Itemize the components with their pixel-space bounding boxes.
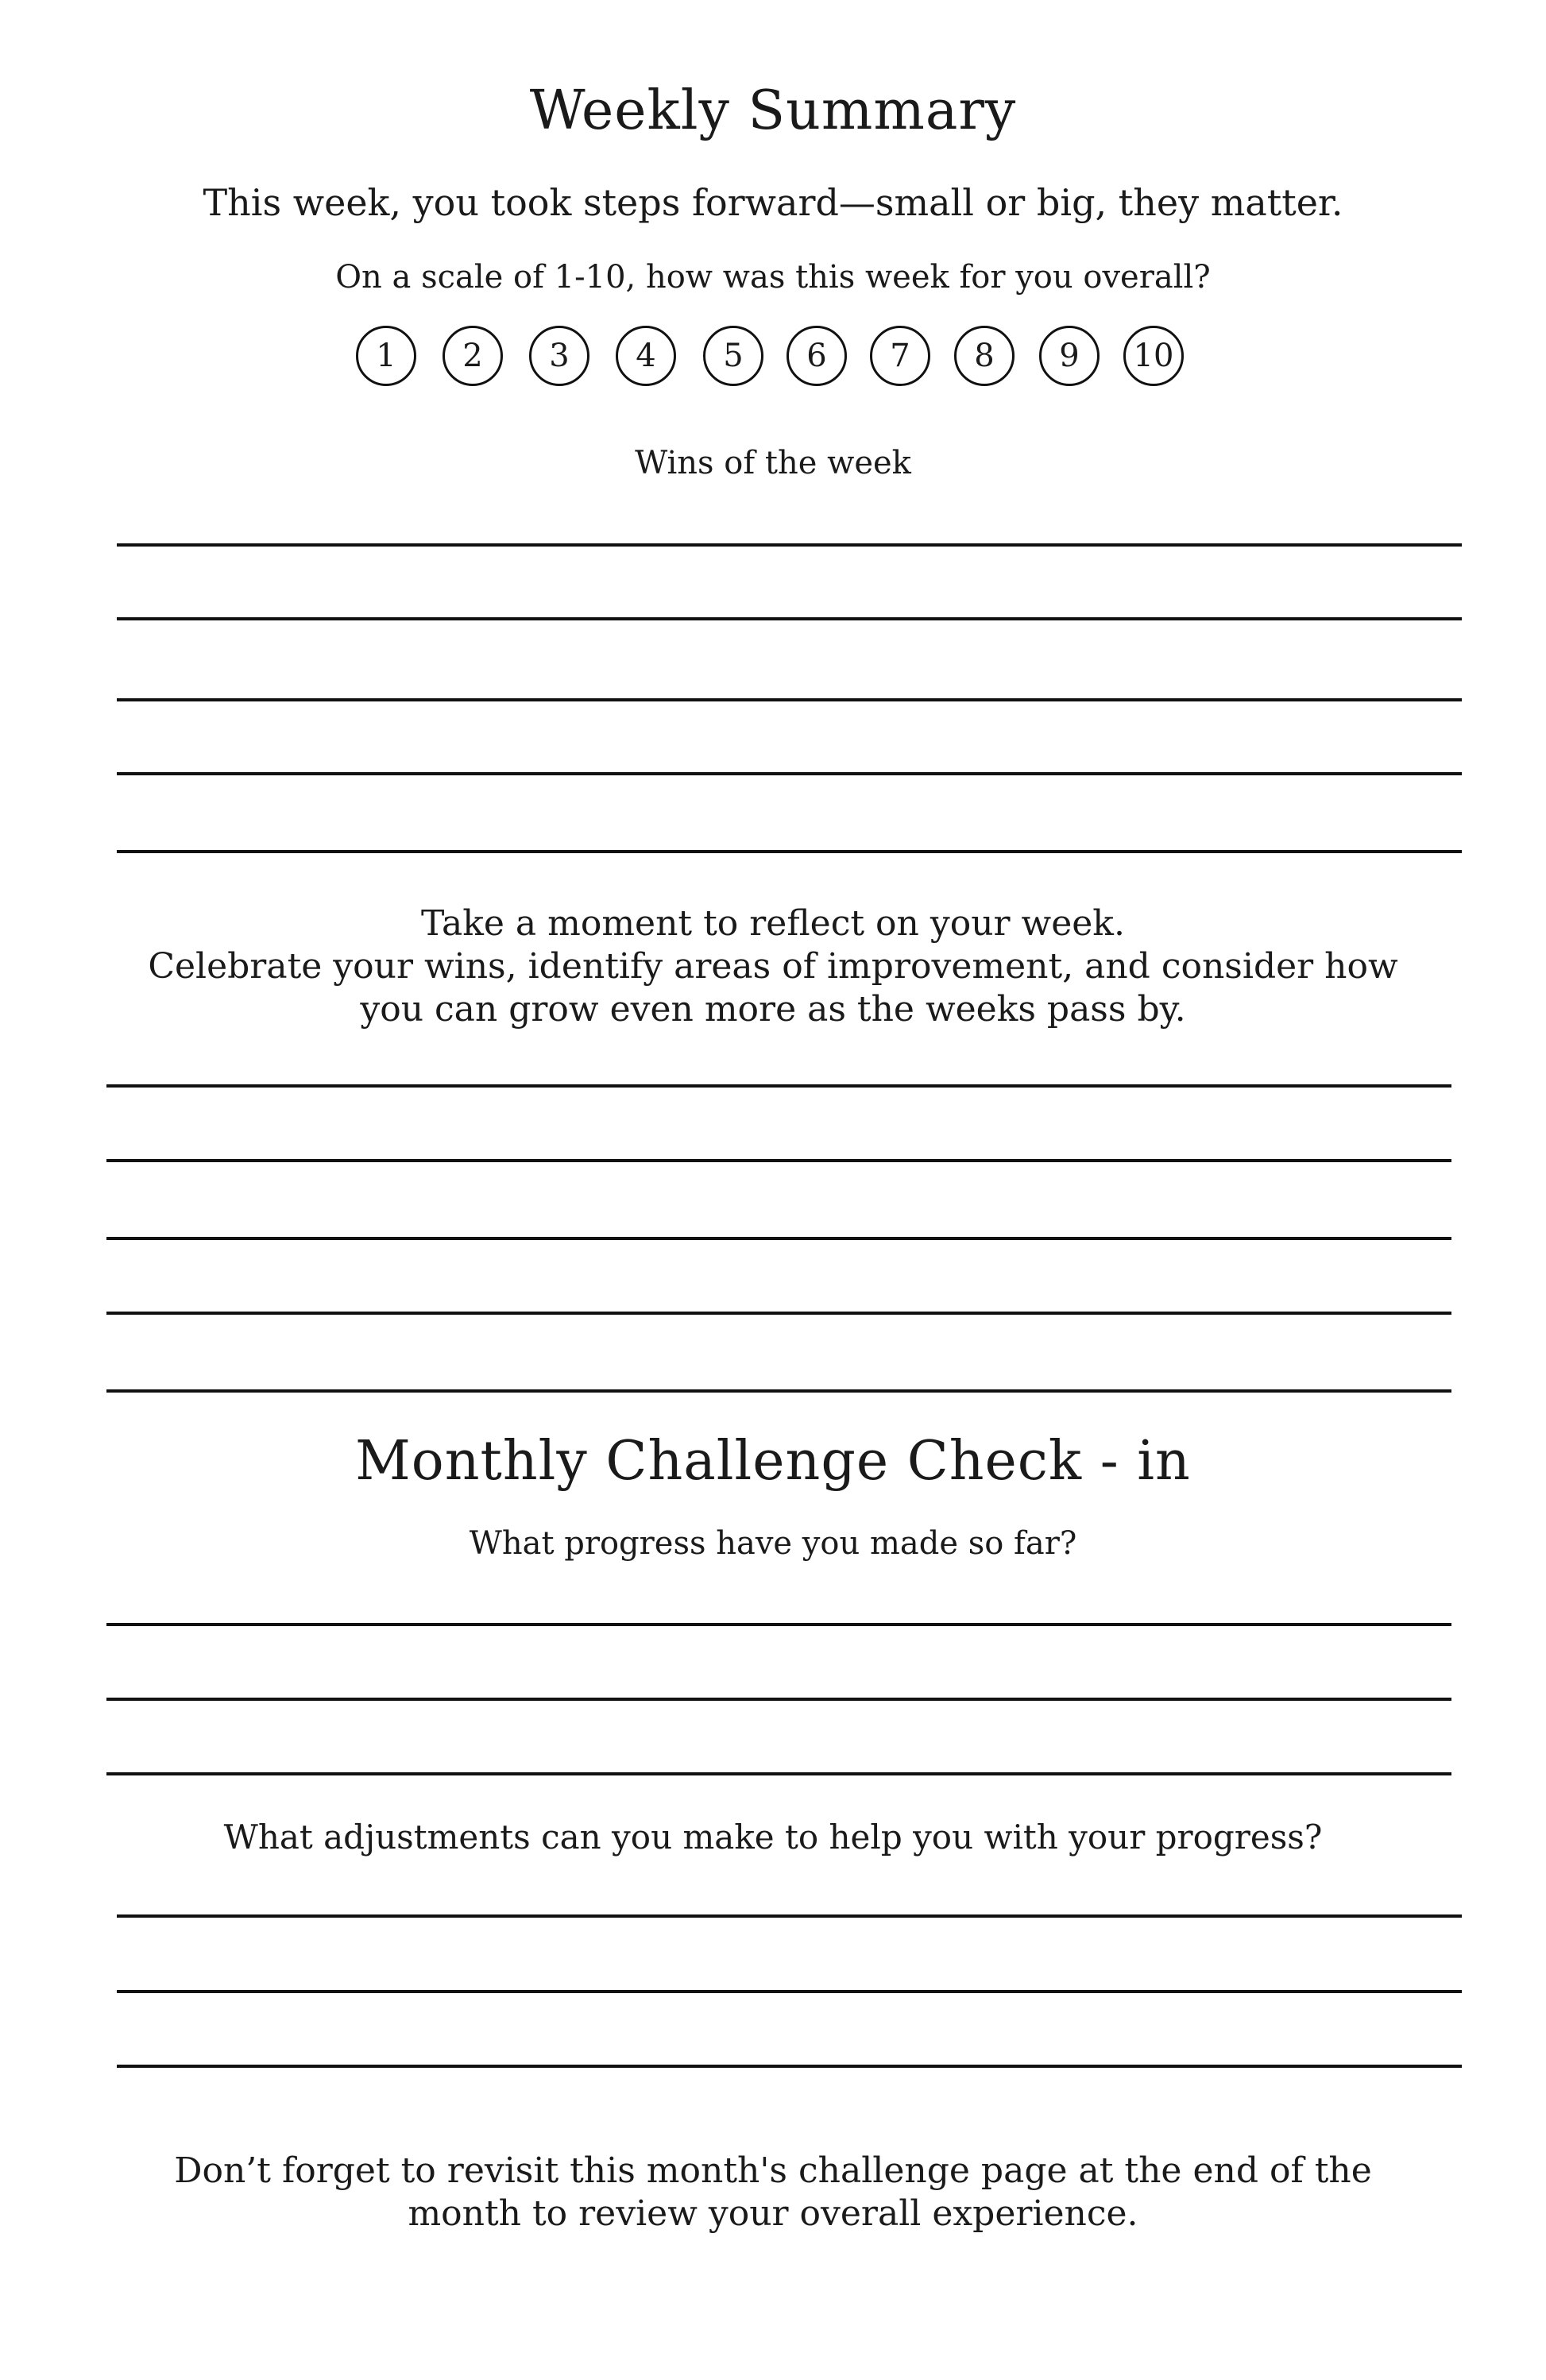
reflection-line-1: Take a moment to reflect on your week.: [421, 903, 1125, 944]
reflection-writing-line[interactable]: [106, 1084, 1451, 1088]
rating-option-5[interactable]: 5: [703, 326, 763, 386]
wins-writing-line[interactable]: [117, 850, 1462, 853]
wins-writing-line[interactable]: [117, 617, 1462, 620]
weekly-summary-title: Weekly Summary: [529, 79, 1017, 142]
wins-writing-line[interactable]: [117, 543, 1462, 547]
adjustments-question: What adjustments can you make to help you with your progress?: [223, 1818, 1323, 1856]
rating-scale: [0, 326, 1546, 392]
wins-writing-line[interactable]: [117, 698, 1462, 701]
wins-label: Wins of the week: [635, 445, 911, 481]
rating-option-10[interactable]: 10: [1123, 326, 1184, 386]
rating-option-2[interactable]: 2: [443, 326, 503, 386]
monthly-challenge-title: Monthly Challenge Check - in: [355, 1430, 1191, 1493]
progress-writing-line[interactable]: [106, 1698, 1451, 1701]
footer-reminder: Don’t forget to revisit this month's challenge page at the end of the month to review your overall experience.: [174, 2150, 1372, 2234]
adjustments-writing-line[interactable]: [117, 1914, 1462, 1918]
scale-question: On a scale of 1-10, how was this week for you overall?: [335, 259, 1211, 296]
rating-option-8[interactable]: 8: [954, 326, 1015, 386]
wins-writing-line[interactable]: [117, 772, 1462, 775]
rating-option-4[interactable]: 4: [616, 326, 676, 386]
rating-option-1[interactable]: 1: [356, 326, 416, 386]
rating-option-7[interactable]: 7: [870, 326, 930, 386]
adjustments-writing-line[interactable]: [117, 1990, 1462, 1993]
reflection-writing-line[interactable]: [106, 1237, 1451, 1240]
reflection-writing-line[interactable]: [106, 1312, 1451, 1315]
reflection-writing-line[interactable]: [106, 1389, 1451, 1393]
weekly-tagline: This week, you took steps forward—small or big, they matter.: [203, 181, 1343, 224]
reflection-line-2: Celebrate your wins, identify areas of improvement, and consider how you can grow even more as the weeks pass by.: [148, 946, 1398, 1030]
reflection-writing-line[interactable]: [106, 1159, 1451, 1162]
rating-option-9[interactable]: 9: [1039, 326, 1100, 386]
reflection-prompt: [127, 902, 1419, 1031]
rating-option-6[interactable]: 6: [787, 326, 847, 386]
progress-writing-line[interactable]: [106, 1772, 1451, 1775]
adjustments-writing-line[interactable]: [117, 2065, 1462, 2068]
rating-option-3[interactable]: 3: [529, 326, 589, 386]
progress-question: What progress have you made so far?: [469, 1525, 1077, 1562]
progress-writing-line[interactable]: [106, 1623, 1451, 1626]
